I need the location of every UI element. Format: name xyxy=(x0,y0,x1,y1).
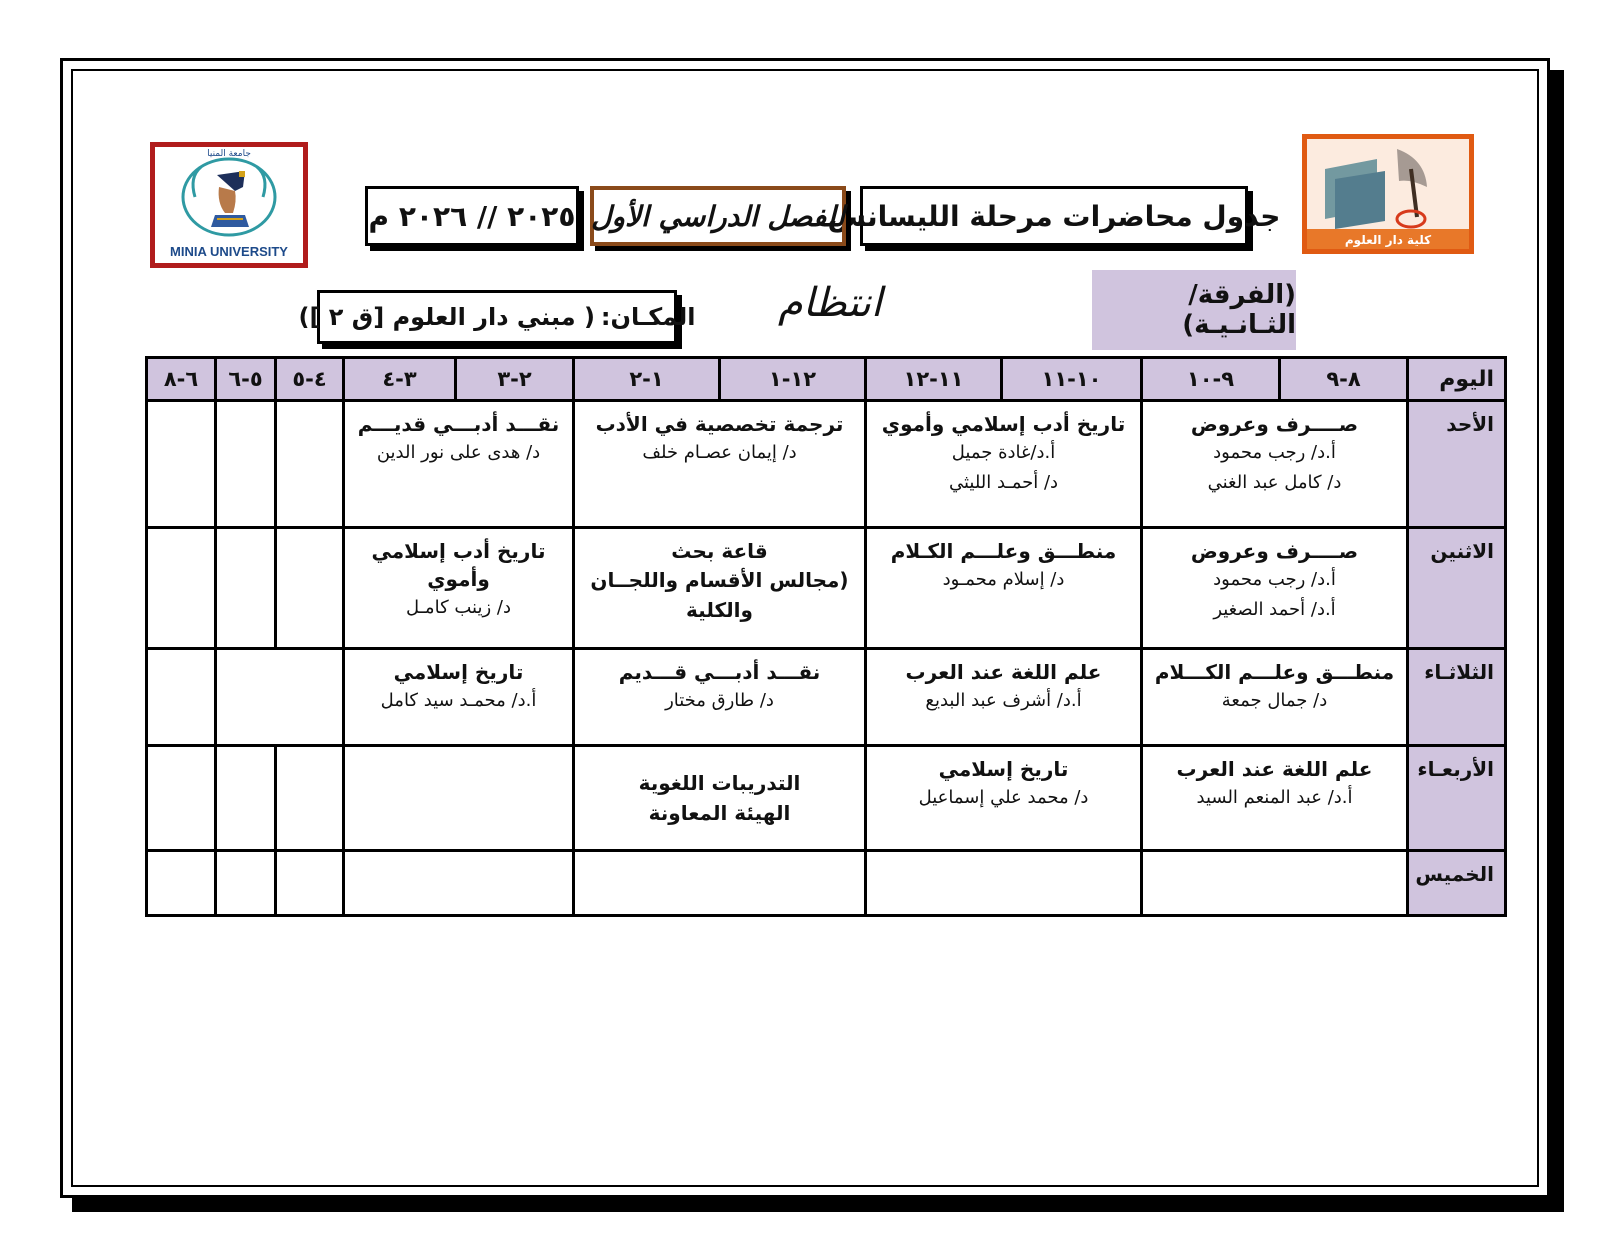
course-subtitle: الهيئة المعاونة xyxy=(648,801,791,825)
empty-cell xyxy=(147,649,216,746)
course-cell xyxy=(866,746,1142,851)
instructor-name: أ.د/ عبد المنعم السيد xyxy=(1196,787,1353,808)
course-cell xyxy=(1142,746,1408,851)
empty-cell xyxy=(216,851,276,916)
table-row xyxy=(147,401,1506,528)
minia-university-text: MINIA UNIVERSITY xyxy=(170,244,288,259)
course-cell xyxy=(866,401,1142,528)
course-cell xyxy=(344,401,574,528)
instructor-name: د/ محمد علي إسماعيل xyxy=(918,787,1089,808)
time-slot-header: ١١-١٢ xyxy=(866,358,1002,401)
table-row xyxy=(147,528,1506,649)
table-row xyxy=(147,851,1506,916)
schedule-table xyxy=(145,356,1507,917)
instructor-name: د/ هدى على نور الدين xyxy=(376,442,541,463)
course-title: منطـــق وعلـــم الكـــلام xyxy=(1154,660,1395,684)
instructor-name: د/ إيمان عصـام خلف xyxy=(642,442,797,463)
course-title: منطـــق وعلـــم الكـلام xyxy=(890,539,1117,563)
course-title: صــــرف وعروض xyxy=(1190,539,1359,563)
study-system-label: انتظام xyxy=(777,280,883,326)
course-cell xyxy=(344,528,574,649)
empty-cell xyxy=(276,401,344,528)
empty-cell xyxy=(216,649,344,746)
day-cell: الاثنين xyxy=(1408,528,1506,649)
empty-cell xyxy=(147,528,216,649)
time-slot-header: ١٠-١١ xyxy=(1002,358,1142,401)
empty-cell xyxy=(276,746,344,851)
day-cell: الأحد xyxy=(1408,401,1506,528)
course-subtitle: (مجالس الأقسام واللجــان والكلية xyxy=(590,568,849,622)
semester-label: للفصل الدراسي الأول xyxy=(590,186,846,246)
course-title: ترجمة تخصصية في الأدب xyxy=(595,412,844,436)
empty-cell xyxy=(276,851,344,916)
instructor-name: أ.د/ رجب محمود xyxy=(1213,569,1336,590)
table-row xyxy=(147,746,1506,851)
course-title: علم اللغة عند العرب xyxy=(1176,757,1373,781)
course-cell xyxy=(574,401,866,528)
empty-cell xyxy=(147,401,216,528)
empty-cell xyxy=(276,528,344,649)
course-title: التدريبات اللغوية xyxy=(638,771,801,795)
course-cell xyxy=(574,649,866,746)
instructor-name: د/ طارق مختار xyxy=(665,690,774,711)
instructor-name: د/ زينب كامـل xyxy=(406,597,511,618)
page-title: جدول محاضرات مرحلة الليسانس xyxy=(860,186,1248,246)
course-cell xyxy=(866,528,1142,649)
course-title: تاريخ إسلامي xyxy=(393,660,524,684)
location-box xyxy=(298,290,696,344)
empty-cell xyxy=(1142,851,1408,916)
day-cell: الخميس xyxy=(1408,851,1506,916)
empty-cell xyxy=(344,746,574,851)
minia-arc-text: جامعة المنيا xyxy=(207,149,251,159)
instructor-name: د/ إسلام محمـود xyxy=(942,569,1065,590)
day-cell: الأربعـاء xyxy=(1408,746,1506,851)
time-slot-header: ٩-١٠ xyxy=(1142,358,1280,401)
empty-cell xyxy=(216,746,276,851)
instructor-name: أ.د/ محمـد سيد كامل xyxy=(380,690,537,711)
course-cell xyxy=(1142,649,1408,746)
empty-cell xyxy=(574,851,866,916)
day-column-header: اليوم xyxy=(1408,358,1506,401)
course-title: نقـــد أدبـــي قـــديم xyxy=(618,660,821,684)
course-cell xyxy=(344,649,574,746)
time-slot-header: ١٢-١ xyxy=(720,358,866,401)
time-slot-header: ٥-٦ xyxy=(216,358,276,401)
course-title: تاريخ أدب إسلامي وأموي xyxy=(371,539,546,591)
academic-year: ٢٠٢٥ // ٢٠٢٦ م xyxy=(365,186,579,246)
location-value: ( مبني دار العلوم [ق ٢ ]) xyxy=(298,303,595,331)
time-slot-header: ٤-٥ xyxy=(276,358,344,401)
dar-al-uloom-text: كلية دار العلوم xyxy=(1344,233,1432,247)
day-cell: الثلاثـاء xyxy=(1408,649,1506,746)
table-row xyxy=(147,649,1506,746)
empty-cell xyxy=(866,851,1142,916)
course-cell xyxy=(1142,528,1408,649)
minia-university-logo xyxy=(150,142,308,268)
empty-cell xyxy=(216,528,276,649)
course-cell xyxy=(574,746,866,851)
group-label: (الفرقة/ الثـانـيـة) xyxy=(1092,270,1296,350)
course-cell xyxy=(866,649,1142,746)
empty-cell xyxy=(147,851,216,916)
instructor-name: د/ أحمـد الليثي xyxy=(948,472,1059,493)
instructor-name: أ.د/ أحمد الصغير xyxy=(1213,599,1336,620)
course-cell xyxy=(1142,401,1408,528)
schedule-header-row xyxy=(147,358,1506,401)
empty-cell xyxy=(344,851,574,916)
course-title: نقـــد أدبـــي قديـــم xyxy=(357,412,560,436)
time-slot-header: ٨-٩ xyxy=(1280,358,1408,401)
course-title: تاريخ أدب إسلامي وأموي xyxy=(881,412,1126,436)
empty-cell xyxy=(216,401,276,528)
dar-al-uloom-logo xyxy=(1302,134,1474,254)
course-title: صــــرف وعروض xyxy=(1190,412,1359,436)
instructor-name: أ.د/ أشرف عبد البديع xyxy=(925,690,1082,711)
instructor-name: د/ كامل عبد الغني xyxy=(1207,472,1342,493)
course-title: علم اللغة عند العرب xyxy=(905,660,1102,684)
time-slot-header: ٣-٤ xyxy=(344,358,456,401)
empty-cell xyxy=(147,746,216,851)
time-slot-header: ٦-٨ xyxy=(147,358,216,401)
course-title: تاريخ إسلامي xyxy=(938,757,1069,781)
course-cell xyxy=(574,528,866,649)
location-label: المكـان: xyxy=(600,303,696,331)
instructor-name: أ.د/ رجب محمود xyxy=(1213,442,1336,463)
instructor-name: أ.د/غادة جميل xyxy=(951,442,1056,463)
course-title: قاعة بحث xyxy=(671,539,768,563)
time-slot-header: ٢-٣ xyxy=(456,358,574,401)
time-slot-header: ١-٢ xyxy=(574,358,720,401)
instructor-name: د/ جمال جمعة xyxy=(1221,690,1328,711)
